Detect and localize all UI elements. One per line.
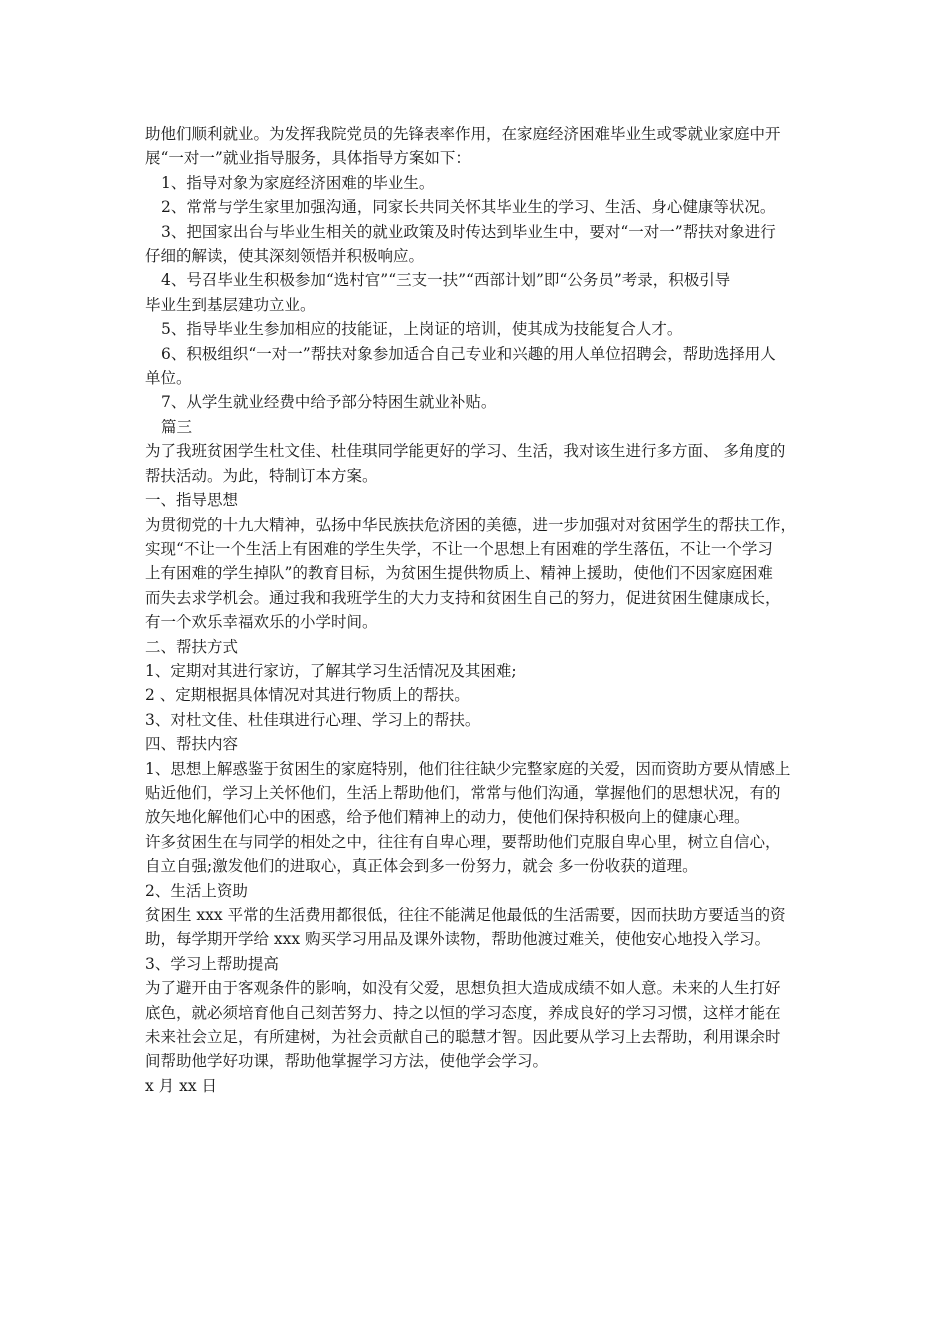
- body-line: 有一个欢乐幸福欢乐的小学时间。: [145, 613, 378, 632]
- body-line: 为了避开由于客观条件的影响，如没有父爱，思想负担大造成成绩不如人意。未来的人生打好: [145, 979, 781, 998]
- body-line: 而失去求学机会。通过我和我班学生的大力支持和贫困生自己的努力，促进贫困生健康成长，: [145, 588, 781, 607]
- body-line: 2 、定期根据具体情况对其进行物质上的帮扶。: [145, 686, 470, 705]
- body-line: 自立自强;激发他们的进取心，真正体会到多一份努力，就会 多一份收获的道理。: [145, 857, 698, 876]
- step-line: 6、积极组织“一对一”帮扶对象参加适合自己专业和兴趣的用人单位招聘会，帮助选择用人: [161, 344, 776, 363]
- date-line: x 月 xx 日: [145, 1076, 218, 1095]
- body-line: 贴近他们，学习上关怀他们，生活上帮助他们，常常与他们沟通，掌握他们的思想状况，有的: [145, 783, 781, 802]
- body-line: 为贯彻党的十九大精神，弘扬中华民族扶危济困的美德，进一步加强对对贫困学生的帮扶工作，: [145, 515, 797, 534]
- intro-line: 展“一对一”就业指导服务，具体指导方案如下：: [145, 149, 471, 168]
- heading-line: 一、指导思想: [145, 491, 239, 510]
- step-line: 1、指导对象为家庭经济困难的毕业生。: [161, 173, 435, 192]
- heading-line: 3、学习上帮助提高: [145, 954, 279, 973]
- section-title: 篇三: [161, 417, 193, 436]
- step-line: 7、从学生就业经费中给予部分特困生就业补贴。: [161, 393, 497, 412]
- body-line: 放矢地化解他们心中的困惑，给予他们精神上的动力，使他们保持积极向上的健康心理。: [145, 808, 750, 827]
- body-line: 1、思想上解惑鉴于贫困生的家庭特别，他们往往缺少完整家庭的关爱，因而资助方要从情感上: [145, 759, 791, 778]
- body-line: 底色，就必须培育他自己刻苦努力、持之以恒的学习态度，养成良好的学习习惯，这样才能在: [145, 1003, 781, 1022]
- body-line: 1、定期对其进行家访，了解其学习生活情况及其困难;: [145, 661, 517, 680]
- body-line: 帮扶活动。为此，特制订本方案。: [145, 466, 378, 485]
- body-line: 贫困生 xxx 平常的生活费用都很低，往往不能满足他最低的生活需要，因而扶助方要适当的资: [145, 906, 786, 924]
- body-line: 助，每学期开学给 xxx 购买学习用品及课外读物，帮助他渡过难关，使他安心地投入学习。: [145, 930, 771, 949]
- body-line: 上有困难的学生掉队”的教育目标，为贫困生提供物质上、精神上援助，使他们不因家庭困难: [145, 564, 773, 583]
- body-line: 实现“不让一个生活上有困难的学生失学，不让一个思想上有困难的学生落伍，不让一个学习: [145, 539, 773, 558]
- body-line: 许多贫困生在与同学的相处之中，往往有自卑心理，要帮助他们克服自卑心里，树立自信心，: [145, 832, 781, 851]
- body-line: 间帮助他学好功课，帮助他掌握学习方法，使他学会学习。: [145, 1052, 549, 1071]
- heading-line: 二、帮扶方式: [145, 637, 239, 656]
- document-page: [145, 122, 813, 1098]
- body-line: 3、对杜文佳、杜佳琪进行心理、学习上的帮扶。: [145, 710, 481, 729]
- step-line: 单位。: [145, 369, 192, 388]
- step-line: 3、把国家出台与毕业生相关的就业政策及时传达到毕业生中，要对“一对一”帮扶对象进行: [161, 222, 776, 241]
- step-line: 毕业生到基层建功立业。: [145, 295, 316, 314]
- heading-line: 四、帮扶内容: [145, 735, 239, 754]
- step-line: 5、指导毕业生参加相应的技能证，上岗证的培训，使其成为技能复合人才。: [161, 320, 683, 339]
- heading-line: 2、生活上资助: [145, 881, 248, 900]
- body-line: 未来社会立足，有所建树，为社会贡献自己的聪慧才智。因此要从学习上去帮助，利用课余时: [145, 1028, 781, 1047]
- step-line: 仔细的解读，使其深刻领悟并积极响应。: [145, 247, 425, 266]
- intro-line: 助他们顺利就业。为发挥我院党员的先锋表率作用，在家庭经济困难毕业生或零就业家庭中开: [145, 125, 781, 143]
- body-line: 为了我班贫困学生杜文佳、杜佳琪同学能更好的学习、生活，我对该生进行多方面、 多角度的: [145, 442, 786, 461]
- step-line: 4、号召毕业生积极参加“选村官”“三支一扶”“西部计划”即“公务员”考录，积极引导: [161, 271, 731, 290]
- step-line: 2、常常与学生家里加强沟通，同家长共同关怀其毕业生的学习、生活、身心健康等状况。: [161, 198, 776, 217]
